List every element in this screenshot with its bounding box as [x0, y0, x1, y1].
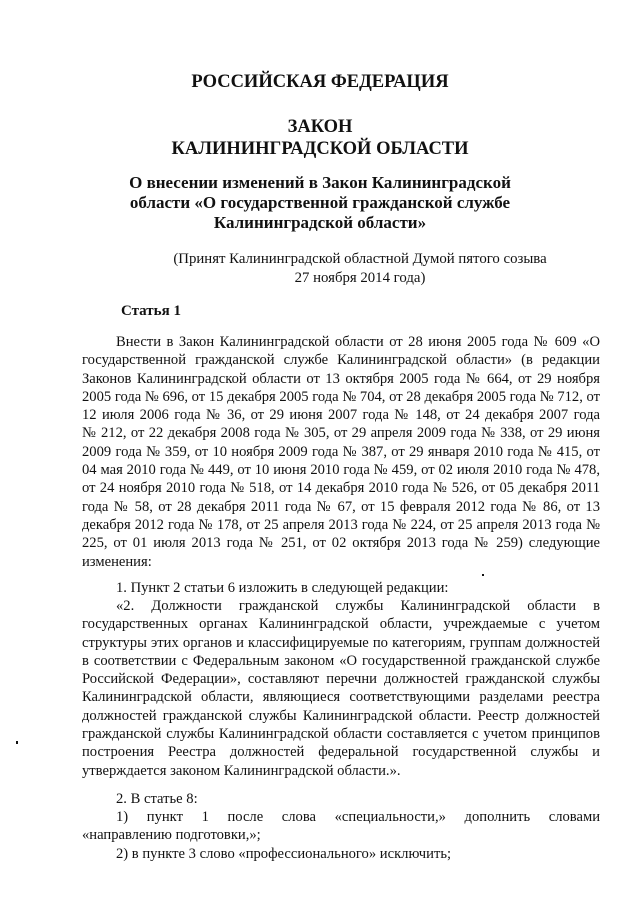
subtitle-line: Калининградской области»: [213, 213, 427, 232]
intro-paragraph: [82, 333, 600, 571]
paragraph-line: государственной гражданской службе Калининградской области» (в редакции: [82, 352, 600, 369]
law-heading-line: КАЛИНИНГРАДСКОЙ ОБЛАСТИ: [171, 139, 469, 159]
law-heading-line: ЗАКОН: [287, 117, 353, 137]
paragraph-line: от 24 ноября 2010 года № 518, от 14 декабря 2010 года № 526, от 05 декабря 2011: [82, 480, 600, 497]
paragraph-line: Калининградской области, являющиеся соответствующими разделами реестра: [82, 689, 600, 706]
paragraph-line: 2005 года № 696, от 15 декабря 2005 года № 704, от 28 декабря 2005 года № 712, от: [82, 388, 600, 405]
law-heading: [0, 116, 640, 160]
paragraph-line: Внести в Закон Калининградской области от 28 июня 2005 года № 609 «О: [116, 334, 600, 350]
item-2: 2. В статье 8:: [116, 791, 198, 807]
subtitle-line: О внесении изменений в Закон Калининградской: [129, 173, 511, 192]
paragraph-line: года № 58, от 28 декабря 2011 года № 67, от 15 февраля 2012 года № 86, от 13: [82, 498, 600, 515]
paragraph-line: Законов Калининградской области от 13 октября 2005 года № 664, от 29 ноября: [82, 370, 600, 387]
paragraph-line: «2. Должности гражданской службы Калининградской области в: [116, 598, 600, 614]
paragraph-line: 04 мая 2010 года № 449, от 10 июня 2010 года № 459, от 02 июля 2010 года № 478,: [82, 462, 600, 479]
article-heading: Статья 1: [121, 303, 181, 319]
paragraph-line: должностей гражданской службы Калининградской области. Реестр должностей: [82, 707, 600, 724]
paragraph-line: построения Реестра должностей федеральной государственной службы и: [82, 744, 600, 761]
adoption-line: (Принят Калининградской областной Думой пятого созыва: [173, 251, 547, 267]
paragraph-line: структуры этих органов и классифицируемые по категориям, группам должностей: [82, 634, 600, 651]
paragraph-line: изменения:: [82, 553, 152, 570]
scan-speck: [482, 574, 484, 576]
paragraph-line: «направлению подготовки,»;: [82, 827, 261, 844]
item-2-1: [82, 808, 600, 845]
paragraph-line: гражданской службы Калининградской области составляется с учетом принципов: [82, 726, 600, 743]
paragraph-line: 12 июля 2006 года № 36, от 29 июня 2007 года № 148, от 24 декабря 2007 года: [82, 407, 600, 424]
quote-paragraph: [82, 597, 600, 780]
subtitle-line: области «О государственной гражданской службе: [129, 193, 511, 212]
adoption-line: 27 ноября 2014 года): [294, 270, 426, 286]
item-2-2: 2) в пункте 3 слово «профессионального» исключить;: [116, 846, 452, 862]
paragraph-line: 2009 года № 359, от 10 ноября 2009 года № 387, от 29 января 2010 года № 415, от: [82, 443, 600, 460]
paragraph-line: Российской Федерации», составляют перечни должностей гражданской службы: [82, 671, 600, 688]
adoption-note: [140, 250, 580, 288]
paragraph-line: в соответствии с Федеральным законом «О государственной гражданской службе: [82, 652, 600, 669]
item-1: 1. Пункт 2 статьи 6 изложить в следующей редакции:: [116, 580, 449, 596]
paragraph-line: 1) пункт 1 после слова «специальности,» дополнить словами: [116, 809, 600, 825]
paragraph-line: 225, от 01 июля 2013 года № 251, от 02 октября 2013 года № 259) следующие: [82, 535, 600, 552]
paragraph-line: утверждается законом Калининградской области.».: [82, 762, 401, 779]
paragraph-line: государственных органах Калининградской области, учреждаемые с учетом: [82, 616, 600, 633]
scan-speck: [16, 741, 18, 744]
country-heading: РОССИЙСКАЯ ФЕДЕРАЦИЯ: [191, 72, 449, 92]
law-subtitle: [0, 173, 640, 233]
paragraph-line: декабря 2012 года № 178, от 25 апреля 2013 года № 224, от 25 апреля 2013 года №: [82, 516, 600, 533]
paragraph-line: № 212, от 22 декабря 2008 года № 305, от 29 апреля 2009 года № 338, от 29 июня: [82, 425, 600, 442]
